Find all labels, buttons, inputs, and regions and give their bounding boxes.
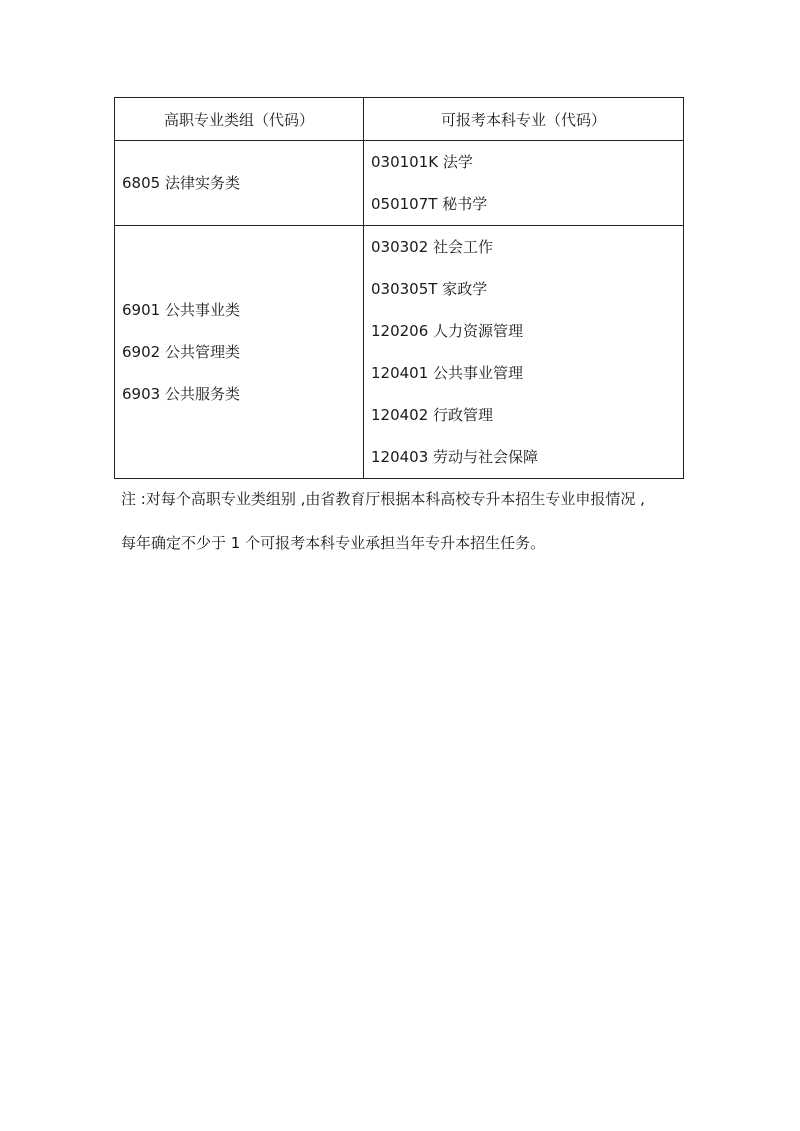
major-item: 030302 社会工作	[371, 238, 494, 256]
group-cell	[115, 226, 364, 479]
table-row	[115, 226, 684, 479]
major-item: 120401 公共事业管理	[371, 364, 524, 382]
table-header-row	[115, 98, 684, 141]
major-item: 030305T 家政学	[371, 280, 488, 298]
group-item: 6901 公共事业类	[122, 301, 240, 319]
table-row	[115, 141, 684, 226]
majors-cell	[364, 226, 684, 479]
majors-cell	[364, 141, 684, 226]
group-cell	[115, 141, 364, 226]
note-line-1: 注 :对每个高职专业类组别 ,由省教育厅根据本科高校专升本招生专业申报情况 ,	[121, 490, 645, 508]
group-item: 6903 公共服务类	[122, 385, 240, 403]
group-item: 6902 公共管理类	[122, 343, 240, 361]
group-item: 6805 法律实务类	[122, 174, 240, 192]
header-majors-column: 可报考本科专业（代码）	[364, 98, 684, 141]
major-mapping-table	[114, 97, 684, 479]
major-item: 120403 劳动与社会保障	[371, 448, 539, 466]
major-item: 120206 人力资源管理	[371, 322, 524, 340]
note-line-2: 每年确定不少于 1 个可报考本科专业承担当年专升本招生任务。	[121, 534, 546, 552]
major-item: 050107T 秘书学	[371, 195, 488, 213]
major-item: 030101K 法学	[371, 153, 473, 171]
major-item: 120402 行政管理	[371, 406, 494, 424]
header-group-column: 高职专业类组（代码）	[115, 98, 364, 141]
